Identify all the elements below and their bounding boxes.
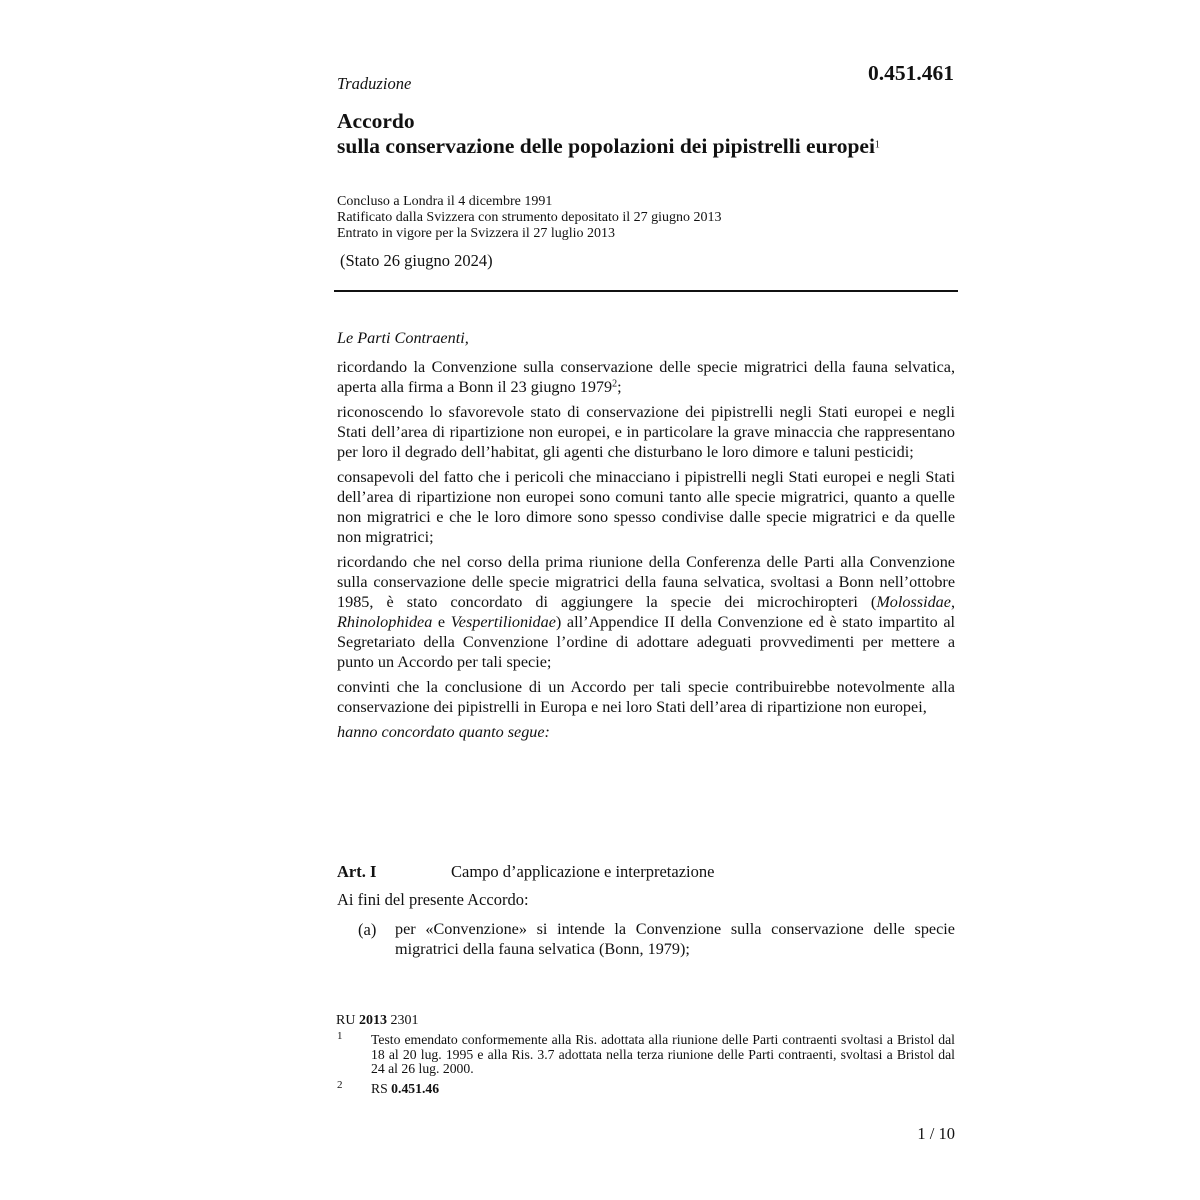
footnote-number: 1 bbox=[337, 1030, 343, 1042]
meta-in-force: Entrato in vigore per la Svizzera il 27 luglio 2013 bbox=[337, 226, 615, 241]
preamble-paragraph-4-a: ricordando che nel corso della prima riunione della Conferenza delle Parti alla Convenzione sulla conservazione delle specie migratrici della fauna selvatica, svoltasi a Bonn nell’ottobre 1985, è stato concordato di aggiungere la specie dei microchiropteri ( bbox=[337, 553, 955, 611]
title-line-1: Accordo bbox=[337, 109, 415, 133]
preamble-paragraph-4-b: ) all’Appendice II della Convenzione ed è stato impartito al Segretariato della Convenzione l’ordine di adottare adeguati provvedimenti per mettere a punto un Accordo per tali specie; bbox=[337, 613, 956, 671]
list-item-text: per «Convenzione» si intende la Convenzione sulla conservazione delle specie migratrici della fauna selvatica (Bonn, 1979); bbox=[395, 920, 955, 958]
preamble-agreed: hanno concordato quanto segue: bbox=[337, 723, 550, 741]
document-title bbox=[337, 109, 880, 159]
preamble-paragraph-1-text: ricordando la Convenzione sulla conservazione delle specie migratrici della fauna selvatica, aperta alla firma a Bonn il 23 giugno 1979 bbox=[337, 358, 955, 396]
preamble-paragraph-1-end: ; bbox=[617, 378, 622, 396]
article-intro: Ai fini del presente Accordo: bbox=[337, 890, 529, 909]
footnote-prefix: RS bbox=[371, 1081, 388, 1096]
ru-reference bbox=[336, 1013, 418, 1029]
article-number: Art. I bbox=[337, 862, 377, 881]
translation-label: Traduzione bbox=[337, 74, 412, 93]
header-divider bbox=[334, 290, 958, 292]
footnote-text bbox=[371, 1082, 439, 1097]
species-vespertilionidae: Vespertilionidae bbox=[450, 613, 556, 631]
preamble-paragraph-1 bbox=[337, 357, 955, 397]
species-rhinolophidea: Rhinolophidea bbox=[337, 613, 433, 631]
title-text: sulla conservazione delle popolazioni dei pipistrelli europei bbox=[337, 134, 875, 158]
preamble-paragraph-3: consapevoli del fatto che i pericoli che minacciano i pipistrelli negli Stati europei e negli Stati dell’area di ripartizione non europei sono comuni tanto alle specie migratrici, quanto a quelle non migratrici e che le loro dimore sono spesso condivise dalle specie migratrici e da quelle non migratrici; bbox=[337, 468, 955, 546]
separator: e bbox=[432, 613, 451, 631]
ru-page: 2301 bbox=[390, 1013, 419, 1028]
footnote-number: 2 bbox=[337, 1079, 343, 1091]
footnote-rs-number[interactable]: 0.451.46 bbox=[391, 1081, 440, 1096]
ru-year: 2013 bbox=[358, 1013, 387, 1028]
preamble-paragraph-2: riconoscendo lo sfavorevole stato di conservazione dei pipistrelli negli Stati europei e negli Stati dell’area di ripartizione non europei, e in particolare la grave minaccia che rappresentano per loro il degrado dell’habitat, gli agenti che disturbano le loro dimore e taluni pesticidi; bbox=[337, 403, 955, 461]
preamble-parties: Le Parti Contraenti, bbox=[337, 329, 469, 347]
preamble-paragraph-4 bbox=[337, 552, 955, 672]
species-molossidae: Molossidae bbox=[876, 593, 951, 611]
list-item-label: (a) bbox=[358, 920, 377, 939]
meta-block bbox=[337, 194, 722, 242]
ru-prefix: RU bbox=[336, 1013, 356, 1028]
preamble-paragraph-5: convinti che la conclusione di un Accordo per tali specie contribuirebbe notevolmente alla conservazione dei pipistrelli in Europa e nei loro Stati dell’area di ripartizione non europei, bbox=[337, 678, 955, 716]
meta-ratified: Ratificato dalla Svizzera con strumento depositato il 27 giugno 2013 bbox=[337, 210, 722, 225]
meta-concluded: Concluso a Londra il 4 dicembre 1991 bbox=[337, 194, 553, 209]
separator: , bbox=[950, 593, 955, 611]
preamble bbox=[337, 328, 955, 742]
status-date: (Stato 26 giugno 2024) bbox=[340, 251, 493, 270]
sr-number: 0.451.461 bbox=[868, 61, 954, 85]
page-number: 1 / 10 bbox=[917, 1124, 955, 1143]
title-line-2 bbox=[337, 134, 880, 159]
article-title: Campo d’applicazione e interpretazione bbox=[451, 862, 715, 881]
title-footnote-ref[interactable]: 1 bbox=[874, 139, 880, 151]
footnote-text: Testo emendato conformemente alla Ris. adottata alla riunione delle Parti contraenti svoltasi a Bristol dal 18 al 20 lug. 1995 e alla Ris. 3.7 adottata nella terza riunione delle Parti contraenti, svoltasi a Bristol dal 24 al 26 lug. 2000. bbox=[371, 1032, 955, 1076]
footnote-ref-2[interactable]: 2 bbox=[612, 378, 618, 390]
